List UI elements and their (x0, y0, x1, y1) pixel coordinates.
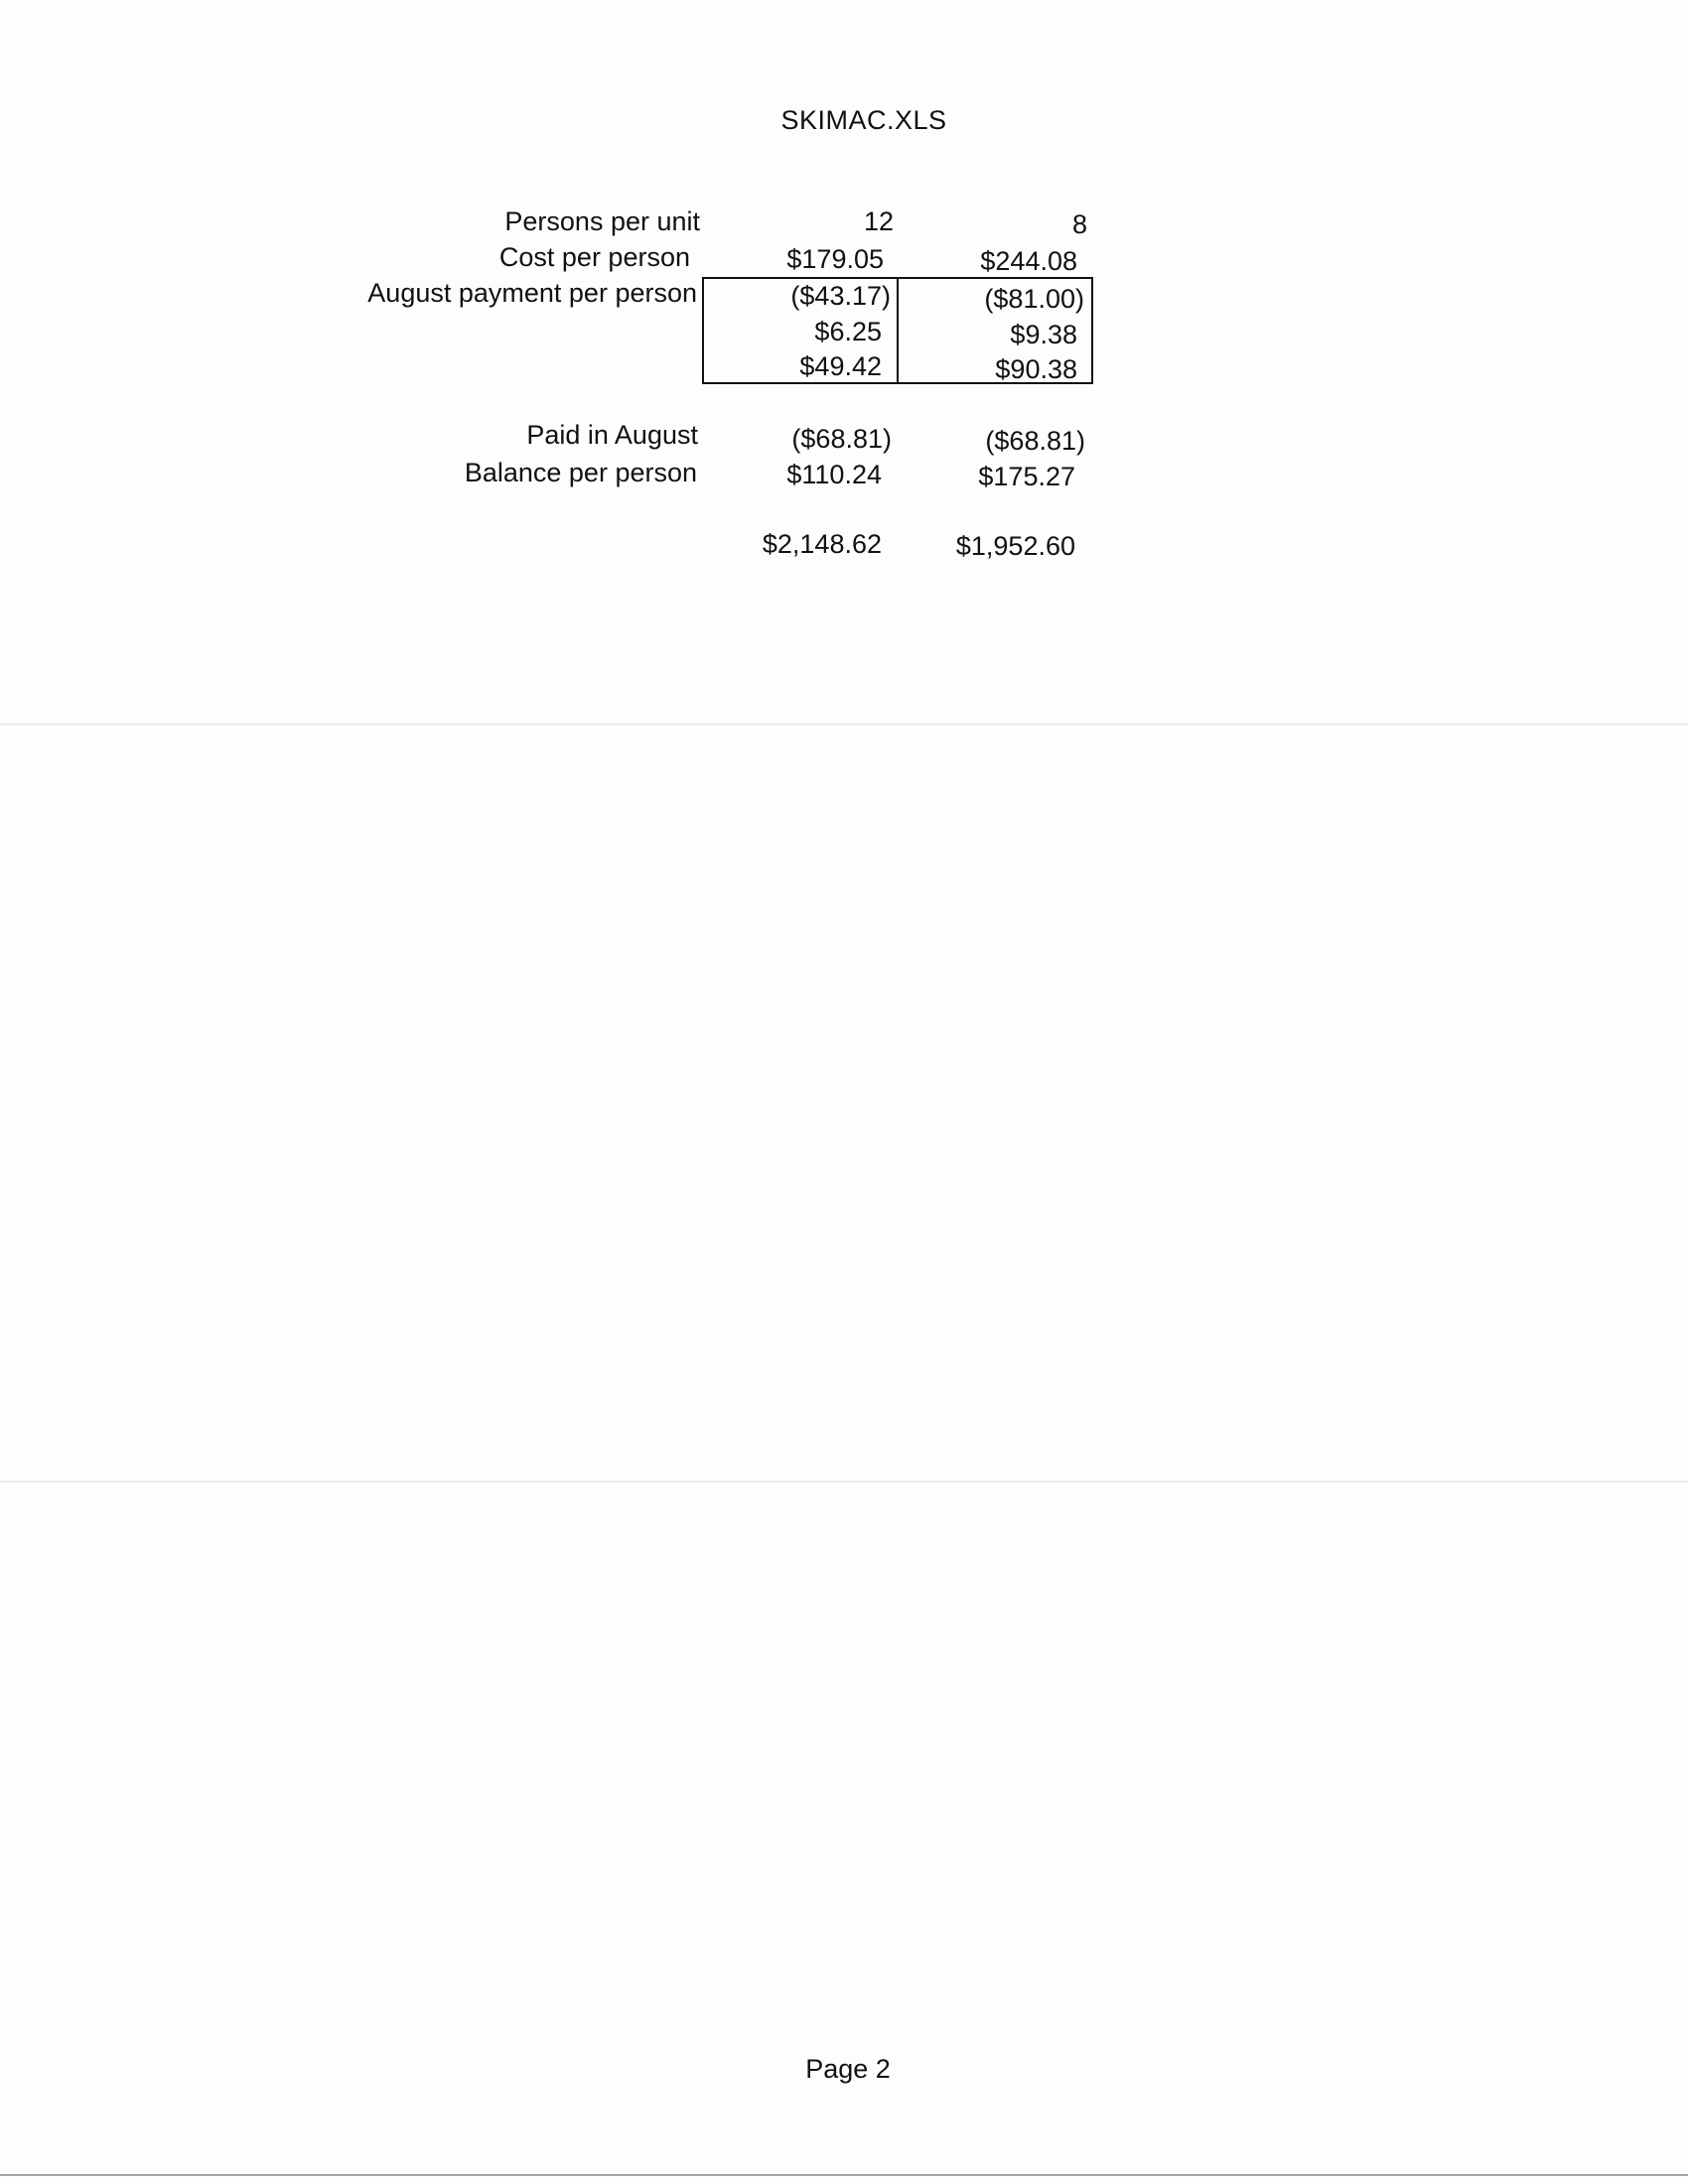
row-label-cost-per-person: Cost per person (498, 242, 690, 272)
row-label-persons-per-unit: Persons per unit (504, 206, 700, 236)
document-title: SKIMAC.XLS (780, 105, 947, 135)
boxed-line2-col1: $6.25 (814, 317, 882, 346)
page-number: Page 2 (805, 2054, 891, 2084)
paper-fold-crease (0, 723, 1688, 726)
paper-bottom-edge (0, 2174, 1688, 2176)
row-label-balance-per-person: Balance per person (464, 458, 697, 487)
august-payment-col1: ($43.17) (790, 281, 891, 311)
spreadsheet-table (0, 0, 1688, 596)
persons-per-unit-col2: 8 (1071, 209, 1087, 239)
row-label-paid-in-august: Paid in August (526, 420, 698, 450)
paper-fold-crease (0, 1480, 1688, 1483)
balance-per-person-col2: $175.27 (978, 462, 1075, 491)
august-payment-col2: ($81.00) (984, 284, 1084, 314)
boxed-line3-col1: $49.42 (799, 351, 882, 381)
total-col1: $2,148.62 (762, 529, 882, 559)
paid-in-august-col1: ($68.81) (791, 424, 892, 454)
boxed-line2-col2: $9.38 (1010, 320, 1077, 349)
cost-per-person-col2: $244.08 (980, 246, 1077, 276)
total-col2: $1,952.60 (955, 531, 1075, 561)
row-label-august-payment: August payment per person (367, 278, 697, 308)
paid-in-august-col2: ($68.81) (985, 426, 1085, 456)
cost-per-person-col1: $179.05 (786, 244, 884, 274)
persons-per-unit-col1: 12 (863, 206, 894, 236)
balance-per-person-col1: $110.24 (786, 460, 882, 489)
boxed-line3-col2: $90.38 (995, 354, 1077, 384)
